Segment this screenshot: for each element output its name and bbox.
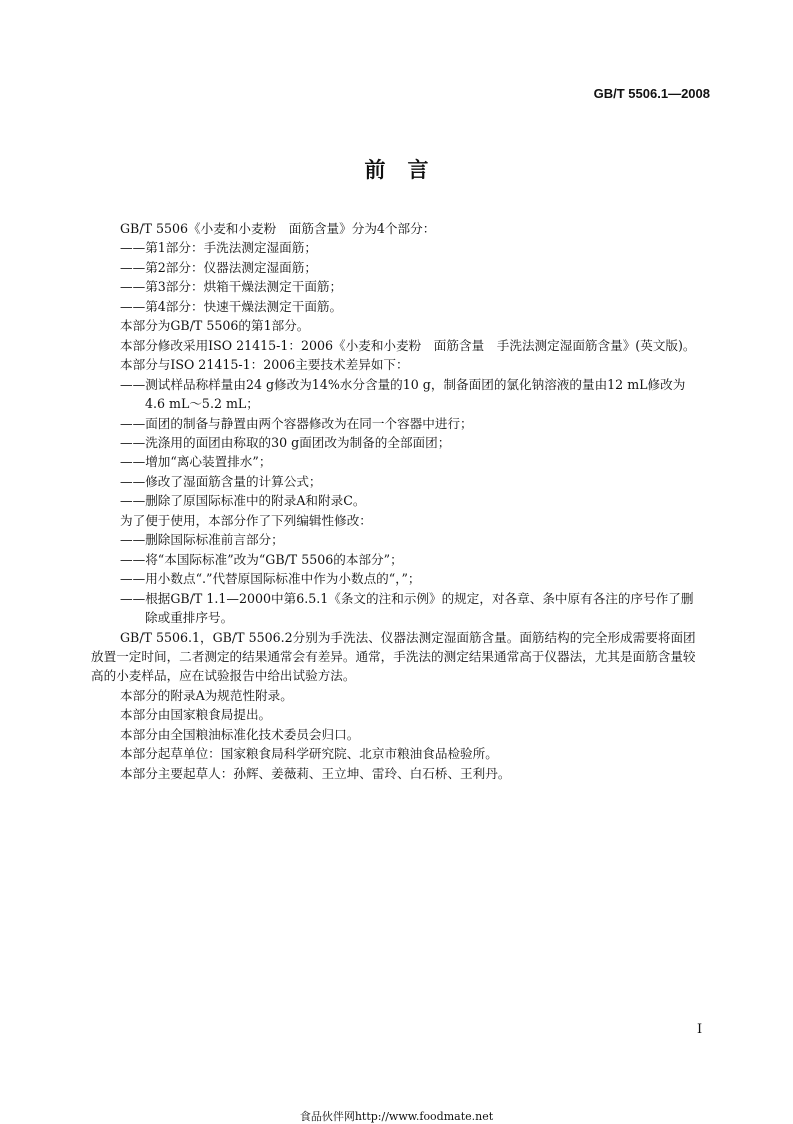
list-item: ——用小数点“.”代替原国际标准中作为小数点的“，”； bbox=[120, 571, 421, 587]
paragraph: 本部分的附录A为规范性附录。 bbox=[120, 687, 293, 703]
list-item: ——第4部分：快速干燥法测定干面筋。 bbox=[120, 298, 343, 314]
list-item: ——删除国际标准前言部分； bbox=[120, 532, 284, 548]
paragraph: 本部分修改采用ISO 21415-1：2006《小麦和小麦粉 面筋含量 手洗法测定湿面筋含量》(英文版)。 bbox=[120, 337, 696, 353]
page-title: 前言 bbox=[364, 157, 451, 182]
list-item: ——第2部分：仪器法测定湿面筋； bbox=[120, 259, 317, 275]
paragraph: 本部分由全国粮油标准化技术委员会归口。 bbox=[120, 726, 360, 742]
paragraph: 本部分由国家粮食局提出。 bbox=[120, 707, 272, 723]
paragraph: 本部分起草单位：国家粮食局科学研究院、北京市粮油食品检验所。 bbox=[120, 746, 498, 762]
paragraph: GB/T 5506.1，GB/T 5506.2分别为手洗法、仪器法测定湿面筋含量。面筋结构的完全形成需要将面团放置一定时间，二者测定的结果通常会有差异。通常，手洗法的测定结果通常高于仪器法，尤其是面筋含量较高的小麦样品，应在试验报告中给出试验方法。 bbox=[91, 629, 696, 684]
list-item: ——第3部分：烘箱干燥法测定干面筋； bbox=[120, 279, 343, 295]
list-item: ——根据GB/T 1.1—2000中第6.5.1《条文的注和示例》的规定，对各章、条中原有各注的序号作了删除或重排序号。 bbox=[120, 590, 694, 626]
footer-watermark: 食品伙伴网http://www.foodmate.net bbox=[299, 1110, 494, 1123]
list-item: ——修改了湿面筋含量的计算公式； bbox=[120, 473, 322, 489]
list-item: ——删除了原国际标准中的附录A和附录C。 bbox=[120, 493, 366, 509]
document-body bbox=[91, 219, 705, 783]
paragraph: 本部分为GB/T 5506的第1部分。 bbox=[120, 318, 310, 334]
list-item: ——增加“离心装置排水”； bbox=[120, 454, 272, 470]
standard-number: GB/T 5506.1—2008 bbox=[593, 86, 710, 101]
list-item: ——面团的制备与静置由两个容器修改为在同一个容器中进行； bbox=[120, 415, 473, 431]
paragraph: GB/T 5506《小麦和小麦粉 面筋含量》分为4个部分： bbox=[120, 221, 436, 236]
paragraph: 本部分与ISO 21415-1：2006主要技术差异如下： bbox=[120, 357, 409, 373]
paragraph: 本部分主要起草人：孙辉、姜薇莉、王立坤、雷玲、白石桥、王利丹。 bbox=[120, 765, 511, 781]
paragraph: 为了便于使用，本部分作了下列编辑性修改： bbox=[120, 512, 372, 528]
list-item: ——测试样品称样量由24 g修改为14%水分含量的10 g，制备面团的氯化钠溶液的量由12 mL修改为4.6 mL～5.2 mL； bbox=[120, 376, 686, 412]
list-item: ——洗涤用的面团由称取的30 g面团改为制备的全部面团； bbox=[120, 434, 451, 450]
page-number: I bbox=[697, 1022, 703, 1037]
list-item: ——将“本国际标准”改为“GB/T 5506的本部分”； bbox=[120, 551, 403, 567]
list-item: ——第1部分：手洗法测定湿面筋； bbox=[120, 240, 317, 256]
